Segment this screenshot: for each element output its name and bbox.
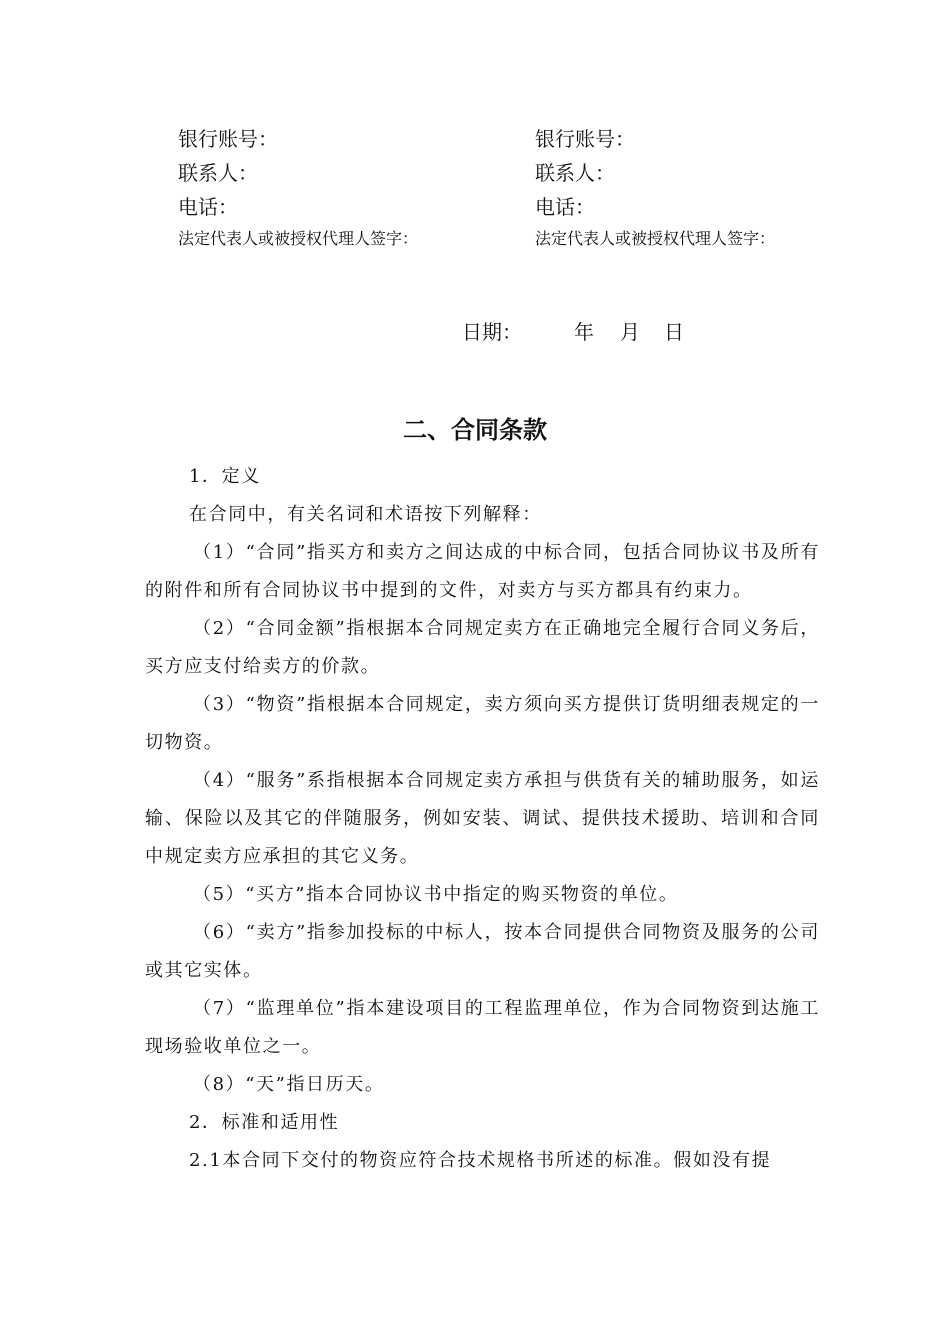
date-year-label: 年 bbox=[574, 320, 594, 344]
seller-phone-label: 电话： bbox=[535, 195, 595, 219]
buyer-bank-account-label: 银行账号： bbox=[178, 127, 278, 151]
date-line bbox=[462, 314, 684, 350]
definition-item-8: （8）“天”指日历天。 bbox=[193, 1074, 385, 1095]
clause-2-1-text: 2.1本合同下交付的物资应符合技术规格书所述的标准。假如没有提 bbox=[189, 1150, 772, 1171]
definition-item-1: （1）“合同”指买方和卖方之间达成的中标合同，包括合同协议书及所有的附件和所有合同协议书中提到的文件，对卖方与买方都具有约束力。 bbox=[145, 542, 820, 601]
definition-item-5: （5）“买方”指本合同协议书中指定的购买物资的单位。 bbox=[193, 884, 679, 905]
date-label: 日期： bbox=[462, 320, 522, 344]
definition-item-6: （6）“卖方”指参加投标的中标人，按本合同提供合同物资及服务的公司或其它实体。 bbox=[145, 922, 820, 981]
seller-contact-label: 联系人： bbox=[535, 161, 615, 185]
seller-signature-label: 法定代表人或被授权代理人签字： bbox=[535, 229, 776, 248]
seller-bank-account-label: 银行账号： bbox=[535, 127, 635, 151]
buyer-contact-label: 联系人： bbox=[178, 161, 258, 185]
buyer-signature-block bbox=[178, 122, 518, 254]
definition-item-2: （2）“合同金额”指根据本合同规定卖方在正确地完全履行合同义务后，买方应支付给卖方的价款。 bbox=[145, 618, 820, 677]
clause-heading-standards: 2．标准和适用性 bbox=[189, 1112, 340, 1133]
paragraph-intro: 在合同中，有关名词和术语按下列解释： bbox=[189, 504, 542, 525]
definition-item-4: （4）“服务”系指根据本合同规定卖方承担与供货有关的辅助服务，如运输、保险以及其它的伴随服务，例如安装、调试、提供技术援助、培训和合同中规定卖方应承担的其它义务。 bbox=[145, 770, 820, 867]
date-day-label: 日 bbox=[664, 320, 684, 344]
clause-heading-definitions: 1．定义 bbox=[189, 466, 261, 487]
buyer-phone-label: 电话： bbox=[178, 195, 238, 219]
definition-item-3: （3）“物资”指根据本合同规定，卖方须向买方提供订货明细表规定的一切物资。 bbox=[145, 694, 820, 753]
date-month-label: 月 bbox=[620, 320, 640, 344]
buyer-signature-label: 法定代表人或被授权代理人签字： bbox=[178, 229, 419, 248]
definition-item-7: （7）“监理单位”指本建设项目的工程监理单位，作为合同物资到达施工现场验收单位之一。 bbox=[145, 998, 820, 1057]
seller-signature-block bbox=[535, 122, 875, 254]
section-title: 二、合同条款 bbox=[403, 415, 547, 444]
contract-terms-body bbox=[145, 458, 820, 1180]
